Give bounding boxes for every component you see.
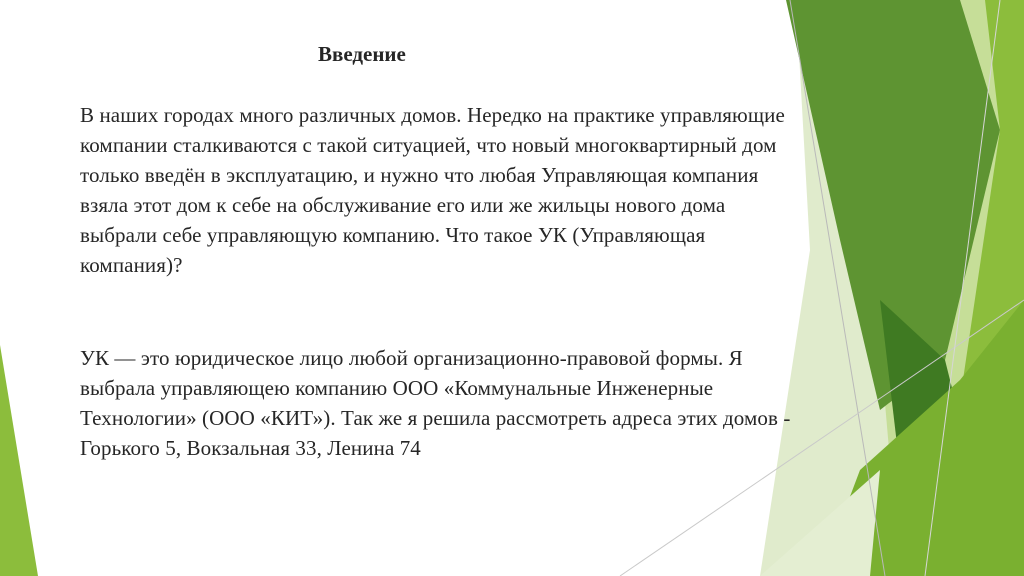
- company-paragraph: УК — это юридическое лицо любой организационно-правовой формы. Я выбрала управляющею компанию ООО «Коммунальные Инженерные Технологии» (ООО «КИТ»). Так же я решила рассмотреть адреса этих домов - Горького 5, Вокзальная 33, Ленина 74: [80, 346, 791, 460]
- intro-paragraph: В наших городах много различных домов. Нередко на практике управляющие компании сталкиваются с такой ситуацией, что новый многоквартирный дом только введён в эксплуатацию, и нужно что любая Управляющая компания взяла этот дом к себе на обслуживание его или же жильцы нового дома выбрали себе управляющую компанию. Что такое УК (Управляющая компания)?: [80, 103, 785, 277]
- slide-title: Введение: [318, 42, 406, 66]
- left-green-triangle: [0, 345, 38, 576]
